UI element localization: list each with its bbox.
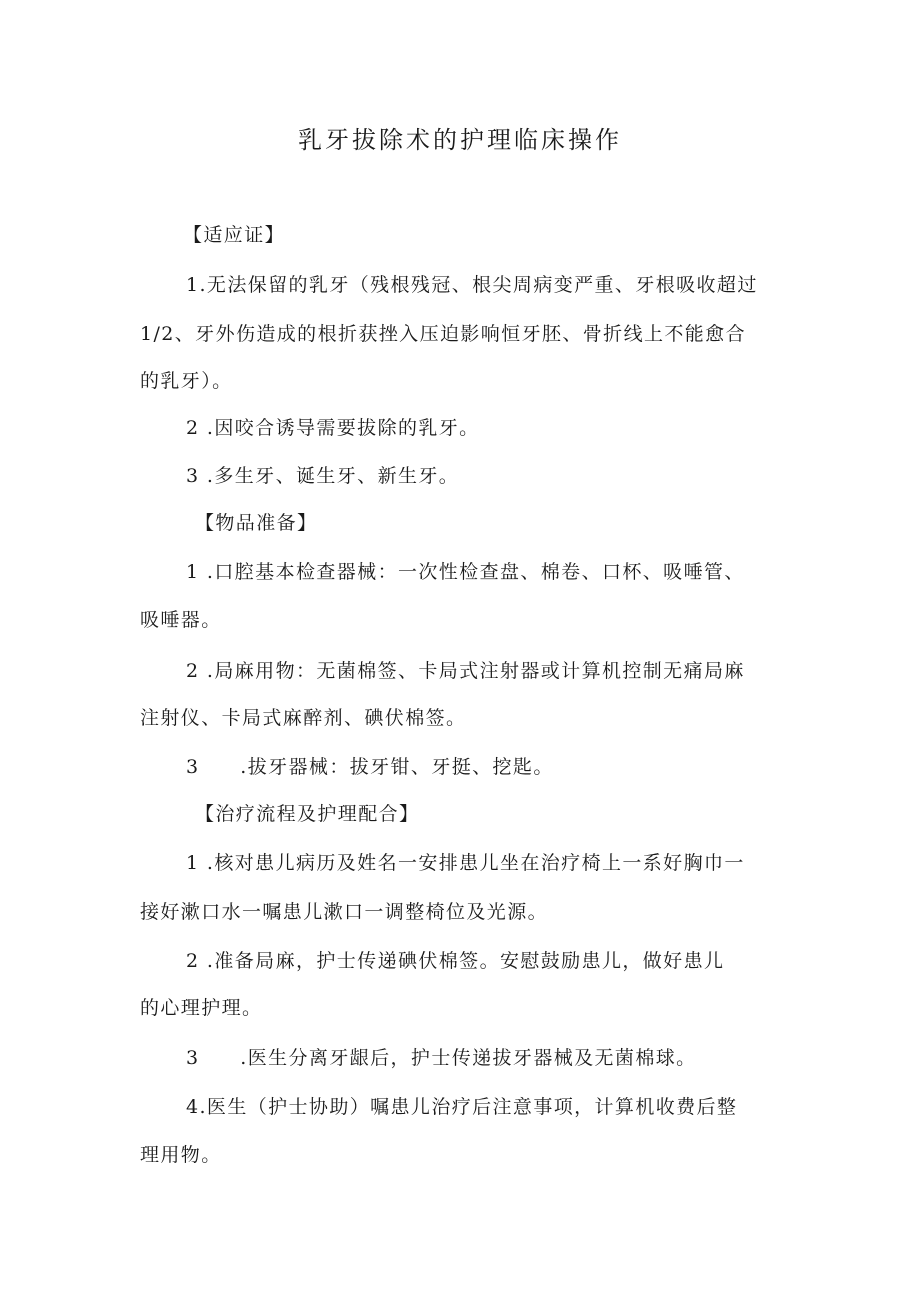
paragraph-line: 2 .局麻用物：无菌棉签、卡局式注射器或计算机控制无痛局麻 bbox=[186, 660, 745, 682]
paragraph-line: 1/2、牙外伤造成的根折获挫入压迫影响恒牙胚、骨折线上不能愈合 bbox=[140, 323, 746, 345]
paragraph-line: 2 .因咬合诱导需要拔除的乳牙。 bbox=[186, 417, 480, 439]
paragraph-line: 接好漱口水一嘱患儿漱口一调整椅位及光源。 bbox=[140, 901, 549, 923]
section-heading-supplies: 【物品准备】 bbox=[195, 512, 318, 534]
paragraph-line: 3 .多生牙、诞生牙、新生牙。 bbox=[186, 465, 460, 487]
paragraph-line: 4.医生（护士协助）嘱患儿治疗后注意事项，计算机收费后整 bbox=[186, 1096, 738, 1118]
paragraph-line: 3 .医生分离牙龈后，护士传递拔牙器械及无菌棉球。 bbox=[186, 1047, 697, 1069]
paragraph-line: 3 .拔牙器械：拔牙钳、牙挺、挖匙。 bbox=[186, 756, 554, 778]
paragraph-line: 2 .准备局麻，护士传递碘伏棉签。安慰鼓励患儿，做好患儿 bbox=[186, 950, 725, 972]
paragraph-line: 吸唾器。 bbox=[140, 609, 222, 631]
paragraph-line: 1.无法保留的乳牙（残根残冠、根尖周病变严重、牙根吸收超过 bbox=[186, 274, 758, 296]
section-heading-procedure: 【治疗流程及护理配合】 bbox=[195, 803, 420, 825]
paragraph-line: 1 .核对患儿病历及姓名一安排患儿坐在治疗椅上一系好胸巾一 bbox=[186, 852, 745, 874]
paragraph-line: 1 .口腔基本检查器械：一次性检查盘、棉卷、口杯、吸唾管、 bbox=[186, 561, 745, 583]
paragraph-line: 的心理护理。 bbox=[140, 997, 263, 1019]
paragraph-line: 的乳牙）。 bbox=[140, 370, 233, 392]
paragraph-line: 理用物。 bbox=[140, 1144, 222, 1166]
paragraph-line: 注射仪、卡局式麻醉剂、碘伏棉签。 bbox=[140, 707, 467, 729]
section-heading-indications: 【适应证】 bbox=[183, 224, 286, 246]
document-title: 乳牙拔除术的护理临床操作 bbox=[298, 126, 622, 154]
